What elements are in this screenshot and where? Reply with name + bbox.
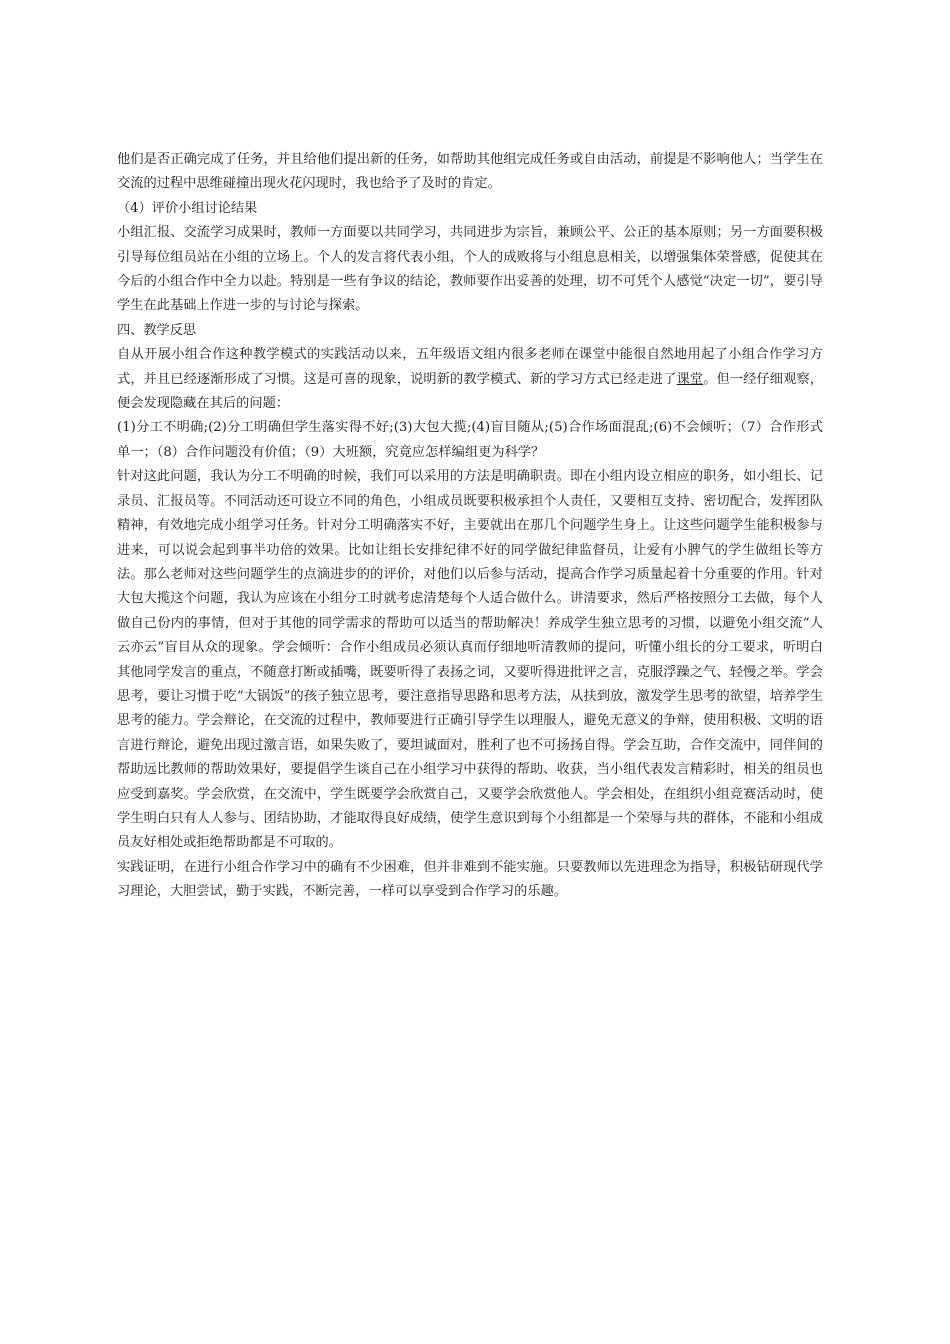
paragraph-group-report: 小组汇报、交流学习成果时，教师一方面要以共同学习，共同进步为宗旨，兼顾公平、公正的基本原则；另一方面要积极引导每位组员站在小组的立场上。个人的发言将代表小组，个人的成败将与小组息息相关，以增强集体荣誉感，促使其在今后的小组合作中全力以赴。特别是一些有争议的结论，教师要作出妥善的处理，切不可凭个人感觉“决定一切”，要引导学生在此基础上作进一步的与讨论与探索。 xyxy=(117,225,823,314)
heading-evaluate-results: （4）评价小组讨论结果 xyxy=(117,200,258,216)
heading-teaching-reflection: 四、教学反思 xyxy=(117,322,197,338)
document-body xyxy=(117,148,823,905)
paragraph-solutions: 针对这此问题，我认为分工不明确的时候，我们可以采用的方法是明确职责。即在小组内设立相应的职务，如小组长、记录员、汇报员等。不同活动还可设立不同的角色，小组成员既要积极承担个人责任，又要相互支持、密切配合，发挥团队精神，有效地完成小组学习任务。针对分工明确落实不好，主要就出在那几个问题学生身上。让这些问题学生能积极参与进来，可以说会起到事半功倍的效果。比如让组长安排纪律不好的同学做纪律监督员，让爱有小脾气的学生做组长等方法。那么老师对这些问题学生的点滴进步的的评价，对他们以后参与活动，提高合作学习质量起着十分重要的作用。针对大包大揽这个问题，我认为应该在小组分工时就考虑清楚每个人适合做什么。讲清要求，然后严格按照分工去做，每个人做自己份内的事情，但对于其他的同学需求的帮助可以适当的帮助解决！养成学生独立思考的习惯，以避免小组交流“人云亦云”盲目从众的现象。学会倾听：合作小组成员必须认真而仔细地听清教师的提问，听懂小组长的分工要求，听明白其他同学发言的重点，不随意打断或插嘴，既要听得了表扬之词，又要听得进批评之言，克服浮躁之气、轻慢之举。学会思考，要让习惯于吃“大锅饭”的孩子独立思考，要注意指导思路和思考方法，从扶到放，激发学生思考的欲望，培养学生思考的能力。学会辩论，在交流的过程中，教师要进行正确引导学生以理服人，避免无意义的争辩，使用积极、文明的语言进行辩论，避免出现过激言语，如果失败了，要坦诚面对，胜利了也不可扬扬自得。学会互助，合作交流中，同伴间的帮助远比教师的帮助效果好，要提倡学生谈自己在小组学习中获得的帮助、收获，当小组代表发言精彩时，相关的组员也应受到嘉奖。学会欣赏，在交流中，学生既要学会欣赏自己，又要学会欣赏他人。学会相处，在组织小组竞赛活动时，使学生明白只有人人参与、团结协助，才能取得良好成绩，使学生意识到每个小组都是一个荣辱与共的群体，不能和小组成员友好相处或拒绝帮助都是不可取的。 xyxy=(117,469,823,851)
paragraph-conclusion: 实践证明，在进行小组合作学习中的确有不少困难，但并非难到不能实施。只要教师以先进理念为指导，积极钻研现代学习理论，大胆尝试，勤于实践，不断完善，一样可以享受到合作学习的乐趣。 xyxy=(117,859,823,900)
paragraph-task-completion: 他们是否正确完成了任务，并且给他们提出新的任务，如帮助其他组完成任务或自由活动，前提是不影响他人；当学生在交流的过程中思维碰撞出现火花闪现时，我也给予了及时的肯定。 xyxy=(117,152,823,192)
reflection-intro-text-end: 。但一经仔细观察，便会发现隐藏在其后的问题： xyxy=(117,371,823,412)
paragraph-problem-list: (1)分工不明确;(2)分工明确但学生落实得不好;(3)大包大揽;(4)盲目随从;(5)合作场面混乱;(6)不会倾听；（7）合作形式单一；（8）合作问题没有价值；（9）大班额，究竟应怎样编组更为科学？ xyxy=(117,420,823,460)
reflection-intro-text: 自从开展小组合作这种教学模式的实践活动以来，五年级语文组内很多老师在课堂中能很自然地用起了小组合作学习方式，并且已经逐渐形成了习惯。这是可喜的现象，说明新的教学模式、新的学习方式已经走进了 xyxy=(117,347,823,387)
classroom-link[interactable]: 课堂 xyxy=(676,371,704,387)
paragraph-reflection-intro xyxy=(117,343,823,416)
